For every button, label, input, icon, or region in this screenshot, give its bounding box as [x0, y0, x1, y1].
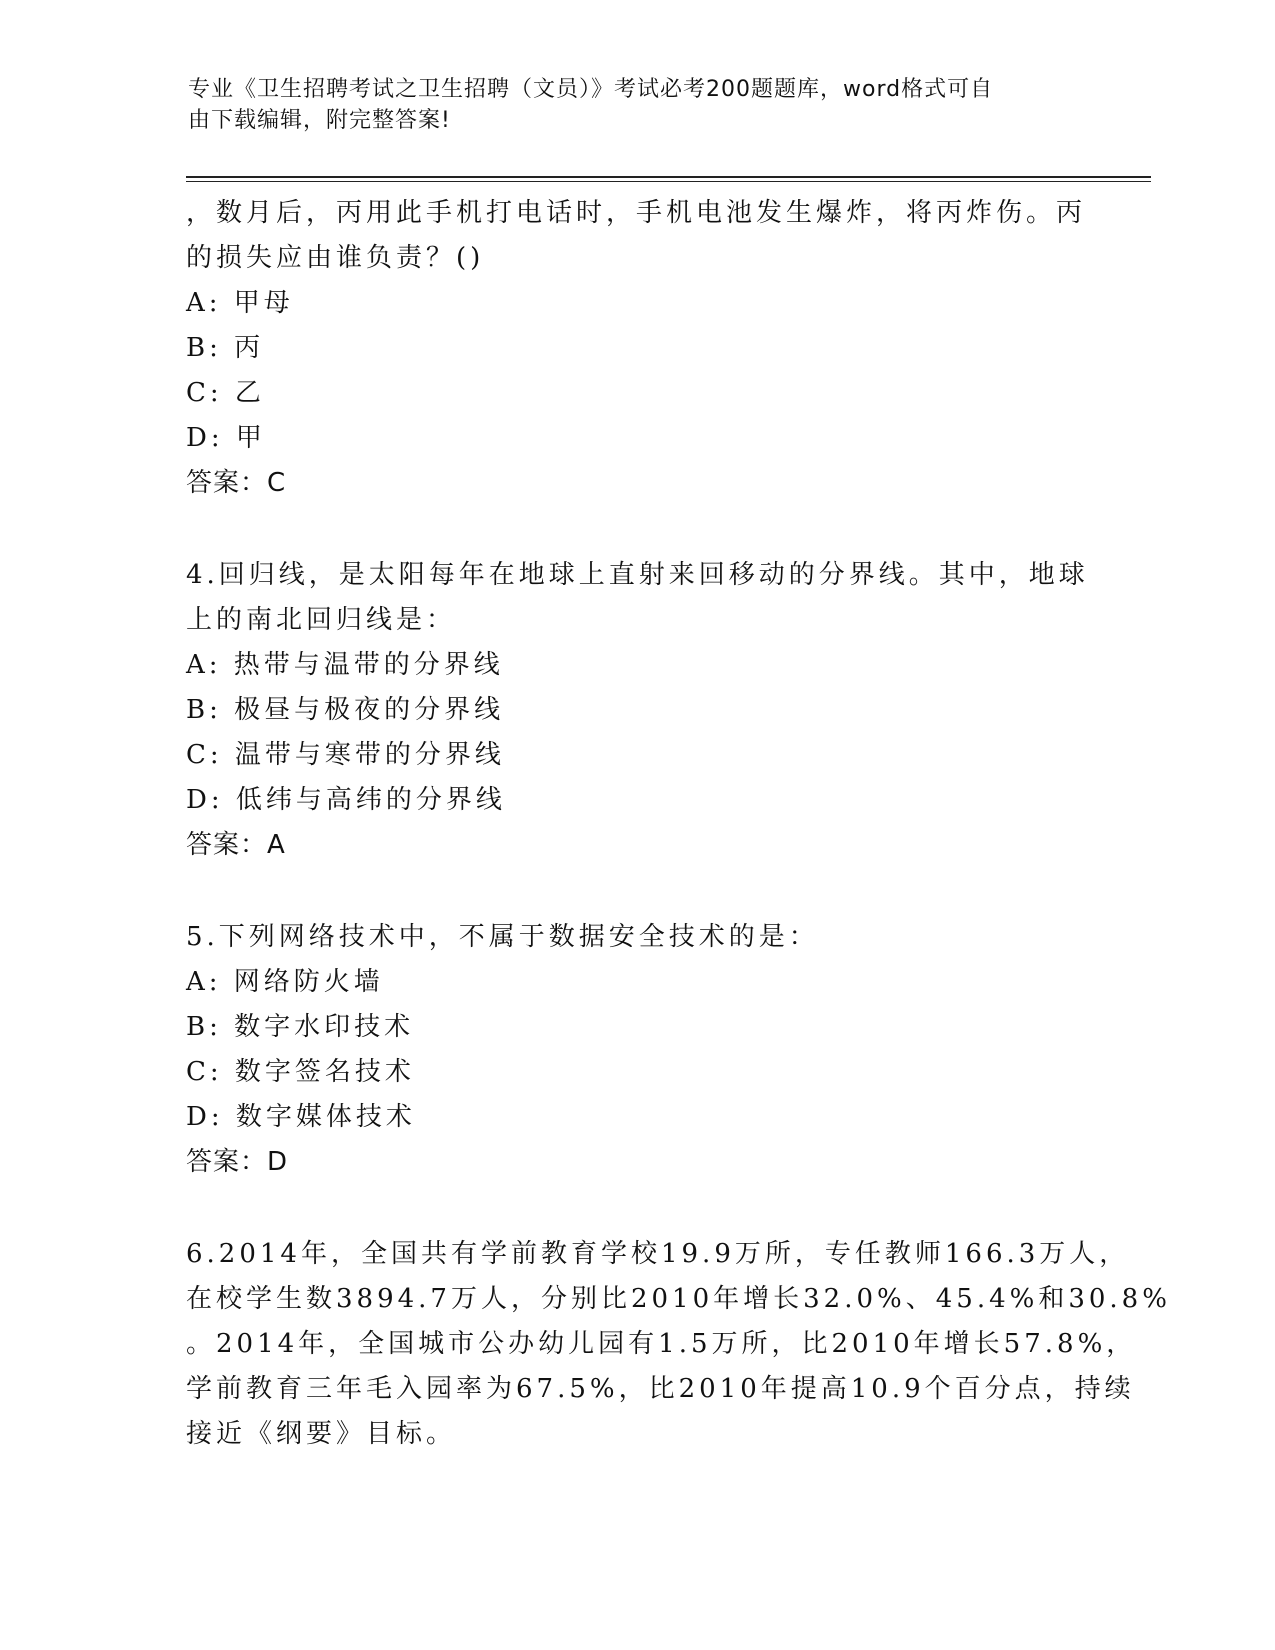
document-header	[188, 74, 1088, 136]
question-text-line: 学前教育三年毛入园率为67.5%，比2010年提高10.9个百分点，持续	[186, 1374, 1135, 1404]
option-d: D: 低纬与高纬的分界线	[186, 785, 506, 815]
option-d: D: 数字媒体技术	[186, 1102, 416, 1132]
header-rule-thick	[186, 176, 1151, 178]
question-text-line: 6.2014年，全国共有学前教育学校19.9万所，专任教师166.3万人，	[186, 1239, 1130, 1269]
question-text-line: 。2014年，全国城市公办幼儿园有1.5万所，比2010年增长57.8%，	[186, 1329, 1137, 1359]
option-b: B: 极昼与极夜的分界线	[186, 695, 505, 725]
option-b: B: 丙	[186, 333, 265, 363]
option-c: C: 乙	[186, 378, 265, 408]
question-text-line: 5.下列网络技术中，不属于数据安全技术的是：	[186, 922, 819, 952]
header-rule-thin	[186, 181, 1151, 182]
question-block	[186, 915, 1086, 1185]
option-c: C: 温带与寒带的分界线	[186, 740, 505, 770]
question-block	[186, 553, 1089, 868]
option-d: D: 甲	[186, 423, 266, 453]
option-a: A: 网络防火墙	[186, 967, 384, 997]
question-list	[186, 191, 1171, 1457]
answer-line: 答案：A	[186, 830, 286, 860]
question-text-line: 在校学生数3894.7万人，分别比2010年增长32.0%、45.4%和30.8%	[186, 1284, 1171, 1314]
question-block	[186, 1232, 1171, 1457]
header-line-1: 专业《卫生招聘考试之卫生招聘（文员）》考试必考200题题库，word格式可自	[188, 77, 994, 102]
answer-line: 答案：C	[186, 468, 287, 498]
question-text-line: 上的南北回归线是：	[186, 605, 457, 635]
question-text-line: 4.回归线，是太阳每年在地球上直射来回移动的分界线。其中，地球	[186, 560, 1089, 590]
question-text-line: 的损失应由谁负责？()	[186, 243, 485, 273]
option-c: C: 数字签名技术	[186, 1057, 415, 1087]
answer-line: 答案：D	[186, 1147, 289, 1177]
header-line-2: 由下载编辑，附完整答案!	[188, 108, 451, 133]
option-a: A: 热带与温带的分界线	[186, 650, 504, 680]
option-b: B: 数字水印技术	[186, 1012, 415, 1042]
question-text-line: ，数月后，丙用此手机打电话时，手机电池发生爆炸，将丙炸伤。丙	[186, 198, 1087, 228]
option-a: A: 甲母	[186, 288, 294, 318]
question-block	[186, 191, 1086, 506]
question-text-line: 接近《纲要》目标。	[186, 1419, 457, 1449]
